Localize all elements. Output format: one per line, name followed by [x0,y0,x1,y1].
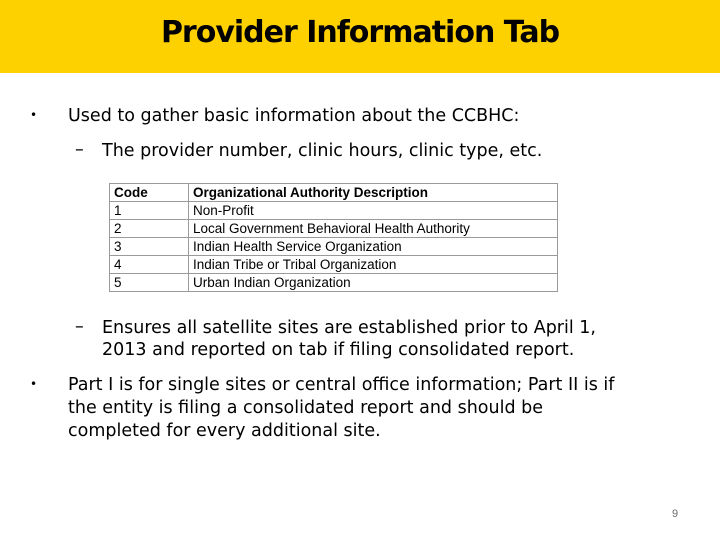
header-description: Organizational Authority Description [189,184,558,202]
table-cell-description: Urban Indian Organization [189,274,558,292]
bullet-1-text: Used to gather basic information about the CCBHC: [68,106,520,126]
bullet-marker: • [30,377,38,391]
table-cell-code: 3 [110,238,189,256]
bullet-marker: • [30,108,38,122]
page-number: 9 [672,508,679,520]
bullet-2-line-1: Part I is for single sites or central office information; Part II is if [68,375,615,395]
table-cell-code: 5 [110,274,189,292]
table-cell-description: Local Government Behavioral Health Authority [189,220,558,238]
table-cell-description: Indian Tribe or Tribal Organization [189,256,558,274]
table-cell-description: Non-Profit [189,202,558,220]
header-code: Code [110,184,189,202]
table-row [110,220,558,238]
bullet-2-line-2: the entity is filing a consolidated report and should be [68,398,543,418]
sub-bullet-2-line-1: Ensures all satellite sites are established prior to April 1, [102,318,596,338]
table-row [110,256,558,274]
sub-bullet-dash: – [75,317,84,337]
bullet-2-line-3: completed for every additional site. [68,421,381,441]
table-cell-code: 1 [110,202,189,220]
sub-bullet-dash: – [75,140,84,160]
table-cell-code: 2 [110,220,189,238]
sub-bullet-2-line-2: 2013 and reported on tab if filing consolidated report. [102,340,575,360]
authority-code-table [109,183,558,292]
table-header-row [110,184,558,202]
table-cell-description: Indian Health Service Organization [189,238,558,256]
sub-bullet-1-text: The provider number, clinic hours, clinic type, etc. [102,141,543,161]
slide-title: Provider Information Tab [160,15,560,50]
table-cell-code: 4 [110,256,189,274]
table-row [110,274,558,292]
table-row [110,238,558,256]
table-row [110,202,558,220]
